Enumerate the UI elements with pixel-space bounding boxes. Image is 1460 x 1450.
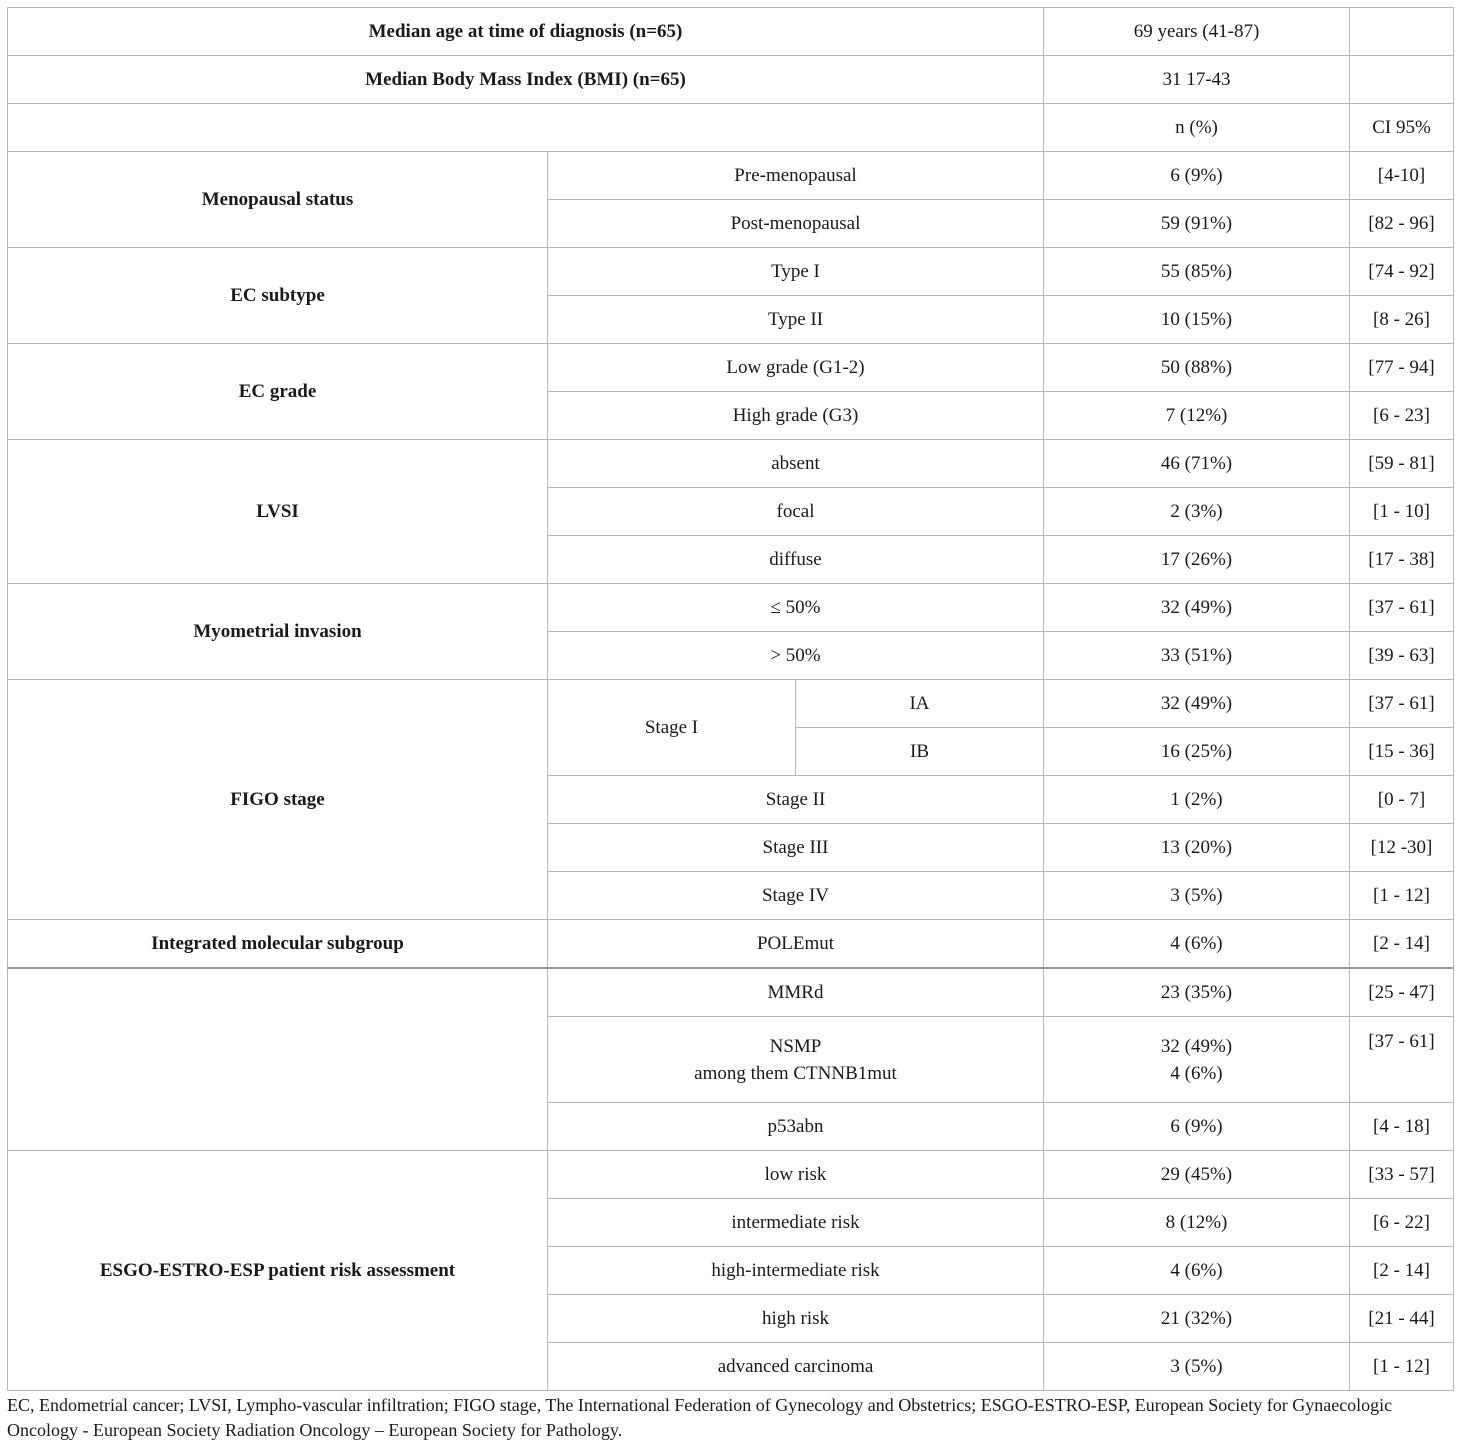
row-ci: [74 - 92]: [1350, 248, 1454, 296]
row-n: 32 (49%): [1044, 680, 1350, 728]
row-ci: [6 - 23]: [1350, 392, 1454, 440]
group-label-molecular: Integrated molecular subgroup: [8, 920, 548, 969]
row-ci: [2 - 14]: [1350, 920, 1454, 969]
bmi-value: 31 17-43: [1044, 56, 1350, 104]
row-ci: [2 - 14]: [1350, 1247, 1454, 1295]
table-row-age: [8, 8, 1454, 56]
row-ci: [39 - 63]: [1350, 632, 1454, 680]
row-name: POLEmut: [548, 920, 1044, 969]
row-ci: [17 - 38]: [1350, 536, 1454, 584]
row-name: high risk: [548, 1295, 1044, 1343]
row-n-nsmp: [1044, 1017, 1350, 1103]
table-row: [8, 584, 1454, 632]
header-empty-cell: [8, 104, 1044, 152]
row-name: absent: [548, 440, 1044, 488]
row-ci: [37 - 61]: [1350, 680, 1454, 728]
row-n: 4 (6%): [1044, 920, 1350, 969]
row-n: 59 (91%): [1044, 200, 1350, 248]
figo-stage1-label: Stage I: [548, 680, 796, 776]
row-name: Stage II: [548, 776, 1044, 824]
table-row: [8, 440, 1454, 488]
group-label-grade: EC grade: [8, 344, 548, 440]
row-n: 17 (26%): [1044, 536, 1350, 584]
row-n: 1 (2%): [1044, 776, 1350, 824]
table-row: [8, 680, 1454, 728]
patient-characteristics-table: [7, 7, 1454, 1391]
row-ci: [82 - 96]: [1350, 200, 1454, 248]
table-row: [8, 344, 1454, 392]
age-label: Median age at time of diagnosis (n=65): [8, 8, 1044, 56]
group-label-subtype: EC subtype: [8, 248, 548, 344]
column-header-n: n (%): [1044, 104, 1350, 152]
row-n: 6 (9%): [1044, 1103, 1350, 1151]
row-ci: [37 - 61]: [1350, 584, 1454, 632]
row-name: intermediate risk: [548, 1199, 1044, 1247]
table-row: [8, 152, 1454, 200]
row-n: 8 (12%): [1044, 1199, 1350, 1247]
table-row: [8, 968, 1454, 1017]
row-n: 7 (12%): [1044, 392, 1350, 440]
row-name: high-intermediate risk: [548, 1247, 1044, 1295]
row-name: advanced carcinoma: [548, 1343, 1044, 1391]
row-ci: [33 - 57]: [1350, 1151, 1454, 1199]
row-name: Low grade (G1-2): [548, 344, 1044, 392]
row-n: 46 (71%): [1044, 440, 1350, 488]
row-name: MMRd: [548, 968, 1044, 1017]
group-label-myometrial: Myometrial invasion: [8, 584, 548, 680]
row-n: 29 (45%): [1044, 1151, 1350, 1199]
row-n: 3 (5%): [1044, 872, 1350, 920]
bmi-label: Median Body Mass Index (BMI) (n=65): [8, 56, 1044, 104]
row-n: 16 (25%): [1044, 728, 1350, 776]
row-subname: among them CTNNB1mut: [694, 1062, 897, 1084]
row-ci: [4-10]: [1350, 152, 1454, 200]
row-n: 4 (6%): [1044, 1247, 1350, 1295]
molecular-empty-cell: [8, 968, 548, 1151]
row-n: 10 (15%): [1044, 296, 1350, 344]
table-row: [8, 920, 1454, 969]
row-ci: [59 - 81]: [1350, 440, 1454, 488]
row-name: diffuse: [548, 536, 1044, 584]
row-n: 2 (3%): [1044, 488, 1350, 536]
row-n: 32 (49%): [1044, 584, 1350, 632]
row-ci: [6 - 22]: [1350, 1199, 1454, 1247]
bmi-ci-empty: [1350, 56, 1454, 104]
row-ci: [1 - 12]: [1350, 1343, 1454, 1391]
row-name: IB: [796, 728, 1044, 776]
column-header-ci: CI 95%: [1350, 104, 1454, 152]
row-name: IA: [796, 680, 1044, 728]
row-name: High grade (G3): [548, 392, 1044, 440]
row-n: 33 (51%): [1044, 632, 1350, 680]
row-ci: [1 - 12]: [1350, 872, 1454, 920]
row-ci: [25 - 47]: [1350, 968, 1454, 1017]
row-name: > 50%: [548, 632, 1044, 680]
row-name: Type I: [548, 248, 1044, 296]
age-ci-empty: [1350, 8, 1454, 56]
row-name: focal: [548, 488, 1044, 536]
table-footnote: EC, Endometrial cancer; LVSI, Lympho-vascular infiltration; FIGO stage, The International Federation of Gynecology and Obstetrics; ESGO-ESTRO-ESP, European Society for Gynaecologic Oncology - European Society Radiation Oncology – European Society for Pathology.: [7, 1395, 1393, 1440]
row-n: 3 (5%): [1044, 1343, 1350, 1391]
row-n: 21 (32%): [1044, 1295, 1350, 1343]
row-ci: [37 - 61]: [1350, 1017, 1454, 1103]
row-n: 50 (88%): [1044, 344, 1350, 392]
row-name: Stage IV: [548, 872, 1044, 920]
row-n: 13 (20%): [1044, 824, 1350, 872]
row-ci: [77 - 94]: [1350, 344, 1454, 392]
row-name: NSMP: [769, 1035, 822, 1057]
group-label-risk: ESGO-ESTRO-ESP patient risk assessment: [8, 1151, 548, 1391]
table-row: [8, 1151, 1454, 1199]
row-name: Type II: [548, 296, 1044, 344]
group-label-menopausal: Menopausal status: [8, 152, 548, 248]
row-name: p53abn: [548, 1103, 1044, 1151]
table-row-bmi: [8, 56, 1454, 104]
row-ci: [1 - 10]: [1350, 488, 1454, 536]
row-ci: [12 -30]: [1350, 824, 1454, 872]
row-n: 6 (9%): [1044, 152, 1350, 200]
row-name: ≤ 50%: [548, 584, 1044, 632]
row-name-nsmp: [548, 1017, 1044, 1103]
group-label-figo: FIGO stage: [8, 680, 548, 920]
row-ci: [21 - 44]: [1350, 1295, 1454, 1343]
table-row-column-headers: [8, 104, 1454, 152]
row-ci: [4 - 18]: [1350, 1103, 1454, 1151]
row-name: low risk: [548, 1151, 1044, 1199]
row-name: Post-menopausal: [548, 200, 1044, 248]
row-n: 55 (85%): [1044, 248, 1350, 296]
group-label-lvsi: LVSI: [8, 440, 548, 584]
table-row: [8, 248, 1454, 296]
row-subn: 4 (6%): [1170, 1062, 1223, 1084]
row-n: 32 (49%): [1160, 1035, 1233, 1057]
row-ci: [8 - 26]: [1350, 296, 1454, 344]
row-name: Pre-menopausal: [548, 152, 1044, 200]
age-value: 69 years (41-87): [1044, 8, 1350, 56]
row-ci: [0 - 7]: [1350, 776, 1454, 824]
row-n: 23 (35%): [1044, 968, 1350, 1017]
row-name: Stage III: [548, 824, 1044, 872]
row-ci: [15 - 36]: [1350, 728, 1454, 776]
